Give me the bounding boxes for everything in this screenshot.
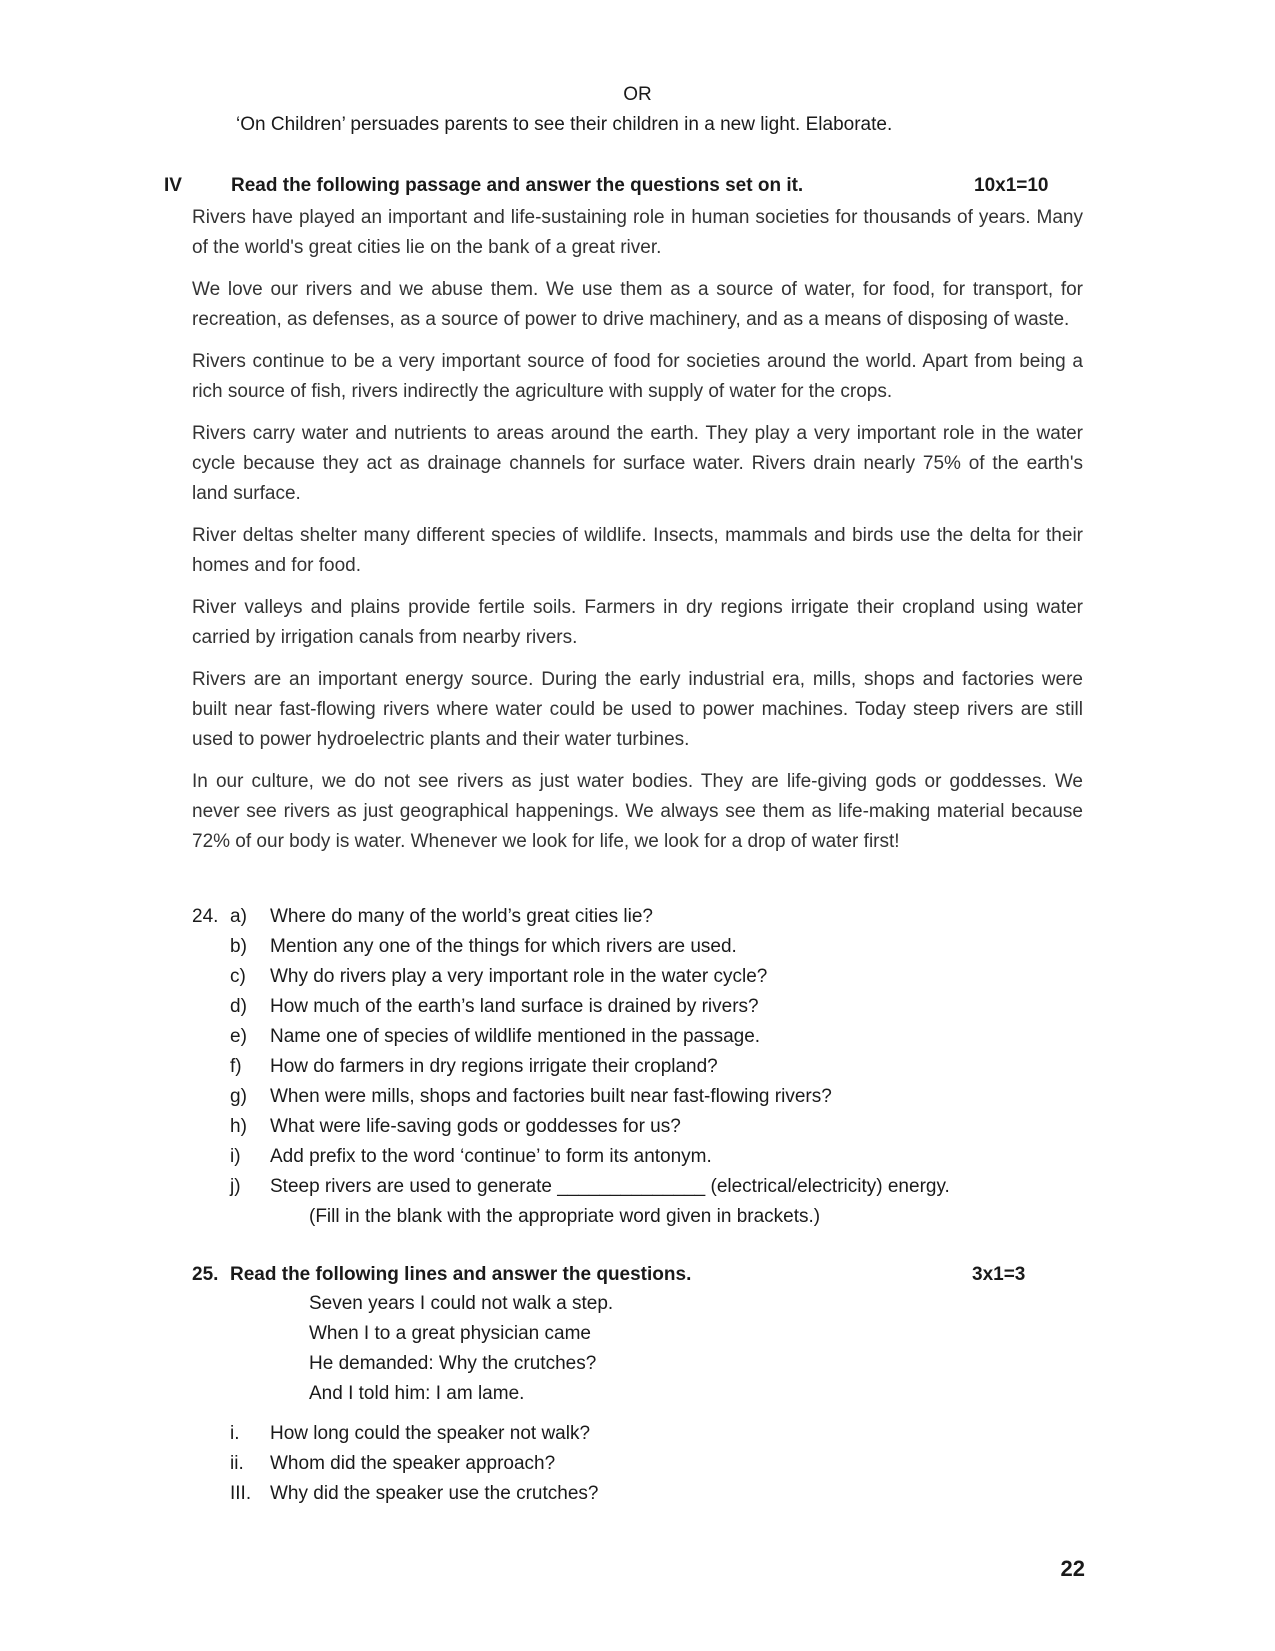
question-number: 25. (192, 1264, 219, 1285)
question-marks: 3x1=3 (972, 1264, 1026, 1285)
question-item (192, 1142, 1092, 1172)
poem-line: He demanded: Why the crutches? (309, 1353, 597, 1374)
question-item (192, 902, 1092, 932)
question-text: When were mills, shops and factories built near fast-flowing rivers? (270, 1086, 832, 1107)
question-text: Add prefix to the word ‘continue’ to form its antonym. (270, 1146, 712, 1167)
page-number: 22 (1060, 1556, 1085, 1581)
passage-paragraph: In our culture, we do not see rivers as just water bodies. They are life-giving gods or goddesses. We never see rivers as just geographical happenings. We always see them as life-making material because 72% of our body is water. Whenever we look for life, we look for a drop of water first! (192, 771, 1083, 852)
poem-excerpt (309, 1289, 613, 1409)
question-letter: d) (230, 996, 247, 1017)
question-text: How do farmers in dry regions irrigate their cropland? (270, 1056, 718, 1077)
question-instruction: Read the following lines and answer the questions. (230, 1264, 692, 1285)
question-letter: h) (230, 1116, 247, 1137)
question-text: Where do many of the world’s great cities lie? (270, 906, 653, 927)
question-item (192, 1052, 1092, 1082)
question-text: Mention any one of the things for which rivers are used. (270, 936, 737, 957)
question-number: 24. (192, 906, 219, 927)
passage-paragraph: River valleys and plains provide fertile soils. Farmers in dry regions irrigate their cropland using water carried by irrigation canals from nearby rivers. (192, 597, 1083, 648)
question-item (192, 932, 1092, 962)
question-item (192, 992, 1092, 1022)
question-item (192, 1082, 1092, 1112)
or-label: OR (623, 84, 652, 105)
question-letter: j) (230, 1176, 241, 1197)
or-question: ‘On Children’ persuades parents to see their children in a new light. Elaborate. (236, 114, 893, 135)
question-item (192, 1172, 1092, 1202)
passage-paragraph: River deltas shelter many different species of wildlife. Insects, mammals and birds use the delta for their homes and for food. (192, 525, 1083, 576)
question-numeral: ii. (230, 1453, 244, 1474)
section-number: IV (164, 175, 182, 196)
poem-line: And I told him: I am lame. (309, 1383, 525, 1404)
question-letter: c) (230, 966, 246, 987)
question-text: Whom did the speaker approach? (270, 1453, 556, 1474)
poem-line: Seven years I could not walk a step. (309, 1293, 614, 1314)
poem-line: When I to a great physician came (309, 1323, 591, 1344)
passage-paragraph: Rivers have played an important and life-sustaining role in human societies for thousands of years. Many of the world's great cities lie on the bank of a great river. (192, 207, 1083, 258)
question-24-list (192, 902, 1092, 1232)
question-letter: a) (230, 906, 247, 927)
section-marks: 10x1=10 (974, 175, 1049, 196)
passage-paragraph: Rivers continue to be a very important source of food for societies around the world. Apart from being a rich source of fish, rivers indirectly the agriculture with supply of water for the crops. (192, 351, 1083, 402)
question-text: What were life-saving gods or goddesses for us? (270, 1116, 681, 1137)
question-text: Steep rivers are used to generate ______________ (electrical/electricity) energy. (270, 1176, 950, 1197)
question-numeral: i. (230, 1423, 240, 1444)
passage (192, 203, 1083, 869)
question-text: Why do rivers play a very important role in the water cycle? (270, 966, 768, 987)
question-item (192, 1022, 1092, 1052)
question-note: (Fill in the blank with the appropriate word given in brackets.) (309, 1206, 821, 1227)
question-letter: b) (230, 936, 247, 957)
question-letter: f) (230, 1056, 242, 1077)
question-item (192, 962, 1092, 992)
question-text: Name one of species of wildlife mentioned in the passage. (270, 1026, 761, 1047)
question-letter: g) (230, 1086, 247, 1107)
question-letter: i) (230, 1146, 241, 1167)
passage-paragraph: We love our rivers and we abuse them. We use them as a source of water, for food, for transport, for recreation, as defenses, as a source of power to drive machinery, and as a means of disposing of waste. (192, 279, 1083, 330)
question-item (192, 1112, 1092, 1142)
question-note-row (192, 1202, 1092, 1232)
passage-paragraph: Rivers carry water and nutrients to areas around the earth. They play a very important role in the water cycle because they act as drainage channels for surface water. Rivers drain nearly 75% of the earth's land surface. (192, 423, 1083, 504)
section-instruction: Read the following passage and answer the questions set on it. (231, 175, 804, 196)
question-text: How much of the earth’s land surface is drained by rivers? (270, 996, 759, 1017)
question-text: Why did the speaker use the crutches? (270, 1483, 599, 1504)
passage-paragraph: Rivers are an important energy source. During the early industrial era, mills, shops and factories were built near fast-flowing rivers where water could be used to power machines. Today steep rivers are still used to power hydroelectric plants and their water turbines. (192, 669, 1083, 750)
question-text: How long could the speaker not walk? (270, 1423, 591, 1444)
question-letter: e) (230, 1026, 247, 1047)
question-numeral: III. (230, 1483, 252, 1504)
